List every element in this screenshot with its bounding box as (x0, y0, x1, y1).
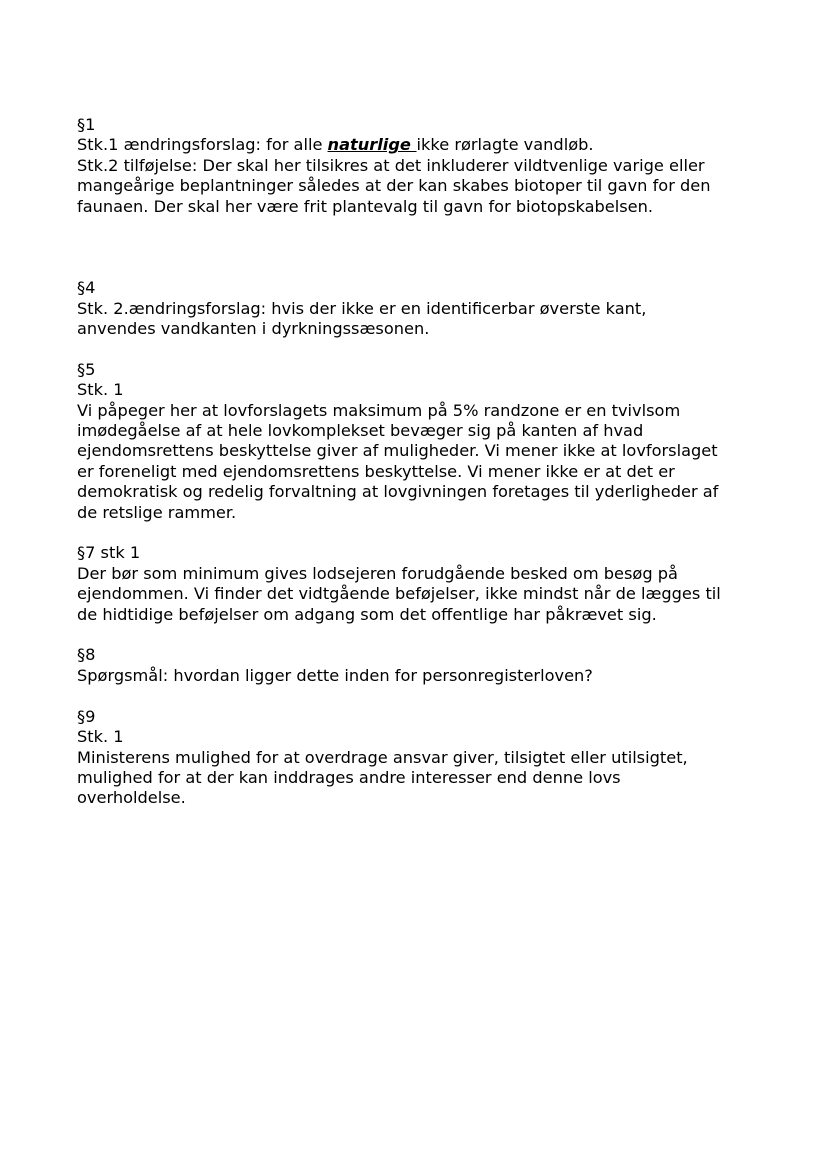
body-line: Stk. 1 (77, 727, 124, 747)
body-line: mulighed for at der kan inddrages andre interesser end denne lovs (77, 767, 621, 787)
text-run: Stk.1 ændringsforslag: for alle (77, 135, 328, 155)
section-7 (77, 543, 767, 625)
body-line: overholdelse. (77, 788, 186, 808)
text-run: ikke rørlagte vandløb. (416, 135, 594, 155)
section-heading: §8 (77, 645, 96, 665)
body-line: Stk.2 tilføjelse: Der skal her tilsikres at det inkluderer vildtvenlige varige eller (77, 155, 705, 175)
spacer (77, 523, 767, 543)
section-heading: §4 (77, 278, 96, 298)
body-line: Vi påpeger her at lovforslagets maksimum på 5% randzone er en tvivlsom (77, 400, 681, 420)
document-body (77, 115, 767, 809)
section-4 (77, 278, 767, 339)
spacer (77, 217, 767, 278)
body-line: anvendes vandkanten i dyrkningssæsonen. (77, 319, 430, 339)
body-line (77, 135, 767, 155)
body-line: mangeårige beplantninger således at der kan skabes biotoper til gavn for den (77, 176, 711, 196)
section-5 (77, 360, 767, 523)
spacer (77, 339, 767, 359)
body-line: Ministerens mulighed for at overdrage ansvar giver, tilsigtet eller utilsigtet, (77, 747, 688, 767)
body-line: ejendommen. Vi finder det vidtgående beføjelser, ikke mindst når de lægges til (77, 584, 721, 604)
body-line: demokratisk og redelig forvaltning at lovgivningen foretages til yderligheder af (77, 482, 719, 502)
body-line: de hidtidige beføjelser om adgang som det offentlige har påkrævet sig. (77, 604, 657, 624)
body-line: faunaen. Der skal her være frit plantevalg til gavn for biotopskabelsen. (77, 196, 654, 216)
spacer (77, 686, 767, 706)
section-heading: §5 (77, 359, 96, 379)
section-9 (77, 707, 767, 809)
body-line: Spørgsmål: hvordan ligger dette inden for personregisterloven? (77, 665, 593, 685)
body-line: Stk. 1 (77, 380, 124, 400)
body-line: imødegåelse af at hele lovkomplekset bevæger sig på kanten af hvad (77, 421, 644, 441)
section-heading: §1 (77, 115, 96, 134)
section-8 (77, 645, 767, 686)
body-line: er foreneligt med ejendomsrettens beskyttelse. Vi mener ikke er at det er (77, 461, 675, 481)
emphasis-text: naturlige (327, 135, 417, 155)
section-heading: §9 (77, 706, 96, 726)
spacer (77, 625, 767, 645)
body-line: ejendomsrettens beskyttelse giver af muligheder. Vi mener ikke at lovforslaget (77, 441, 718, 461)
body-line: de retslige rammer. (77, 502, 237, 522)
body-line: Der bør som minimum gives lodsejeren forudgående besked om besøg på (77, 563, 678, 583)
section-heading: §7 stk 1 (77, 543, 141, 563)
body-line: Stk. 2.ændringsforslag: hvis der ikke er en identificerbar øverste kant, (77, 298, 647, 318)
section-1 (77, 115, 767, 217)
